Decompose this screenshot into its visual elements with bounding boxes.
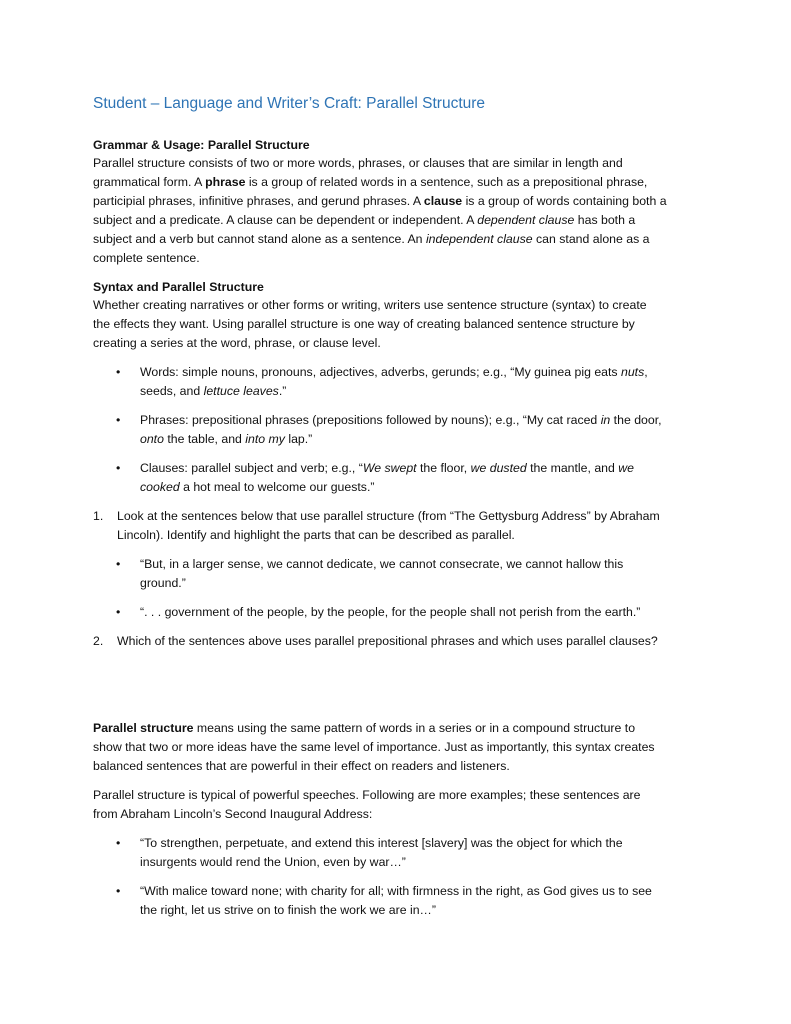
list-item: “With malice toward none; with charity for all; with firmness in the right, as God gives us to see	[140, 884, 652, 898]
list-item: “But, in a larger sense, we cannot dedicate, we cannot consecrate, we cannot hallow this	[140, 557, 624, 571]
bullet-icon: •	[116, 605, 121, 619]
paragraph-line: from Abraham Lincoln’s Second Inaugural Address:	[93, 807, 373, 821]
paragraph-line: Parallel structure means using the same pattern of words in a series or in a compound structure to	[93, 721, 636, 735]
question-number: 2.	[93, 634, 104, 648]
section-heading: Grammar & Usage: Parallel Structure	[93, 138, 310, 152]
list-item: seeds, and lettuce leaves.”	[140, 384, 287, 398]
list-item: cooked a hot meal to welcome our guests.”	[140, 480, 375, 494]
paragraph-line: show that two or more ideas have the same level of importance. Just as importantly, this syntax creates	[93, 740, 655, 754]
question-text: Which of the sentences above uses parallel prepositional phrases and which uses parallel clauses?	[117, 634, 658, 648]
bullet-icon: •	[116, 461, 121, 475]
paragraph-line: Parallel structure consists of two or more words, phrases, or clauses that are similar in length and	[93, 156, 623, 170]
section-heading: Syntax and Parallel Structure	[93, 280, 264, 294]
list-item: Clauses: parallel subject and verb; e.g., “We swept the floor, we dusted the mantle, and we	[140, 461, 635, 475]
paragraph-line: Whether creating narratives or other forms or writing, writers use sentence structure (syntax) to create	[93, 298, 647, 312]
question-number: 1.	[93, 509, 104, 523]
paragraph-line: subject and a predicate. A clause can be dependent or independent. A dependent clause has both a	[93, 213, 636, 227]
question-text: Lincoln). Identify and highlight the parts that can be described as parallel.	[117, 528, 515, 542]
paragraph-line: balanced sentences that are powerful in their effect on readers and listeners.	[93, 759, 510, 773]
bullet-icon: •	[116, 413, 121, 427]
paragraph-line: Parallel structure is typical of powerful speeches. Following are more examples; these sentences are	[93, 788, 641, 802]
paragraph-line: complete sentence.	[93, 251, 200, 265]
list-item: insurgents would rend the Union, even by war…”	[140, 855, 406, 869]
list-item: ground.”	[140, 576, 186, 590]
list-item: the right, let us strive on to finish the work we are in…”	[140, 903, 436, 917]
list-item: Phrases: prepositional phrases (prepositions followed by nouns); e.g., “My cat raced in the door,	[140, 413, 662, 427]
paragraph-line: grammatical form. A phrase is a group of related words in a sentence, such as a prepositional phrase,	[93, 175, 648, 189]
page-title: Student – Language and Writer’s Craft: Parallel Structure	[93, 95, 486, 112]
list-item: Words: simple nouns, pronouns, adjectives, adverbs, gerunds; e.g., “My guinea pig eats nuts,	[140, 365, 648, 379]
paragraph-line: the effects they want. Using parallel structure is one way of creating balanced sentence structure by	[93, 317, 635, 331]
bullet-icon: •	[116, 836, 121, 850]
paragraph-line: creating a series at the word, phrase, or clause level.	[93, 336, 381, 350]
list-item: “To strengthen, perpetuate, and extend this interest [slavery] was the object for which the	[140, 836, 623, 850]
question-text: Look at the sentences below that use parallel structure (from “The Gettysburg Address” by Abraham	[117, 509, 660, 523]
bullet-icon: •	[116, 557, 121, 571]
paragraph-line: participial phrases, infinitive phrases, and gerund phrases. A clause is a group of words containing both a	[93, 194, 667, 208]
list-item: onto the table, and into my lap.”	[140, 432, 313, 446]
paragraph-line: subject and a verb but cannot stand alone as a sentence. An independent clause can stand alone as a	[93, 232, 650, 246]
list-item: “. . . government of the people, by the people, for the people shall not perish from the earth.”	[140, 605, 641, 619]
bullet-icon: •	[116, 884, 121, 898]
bullet-icon: •	[116, 365, 121, 379]
